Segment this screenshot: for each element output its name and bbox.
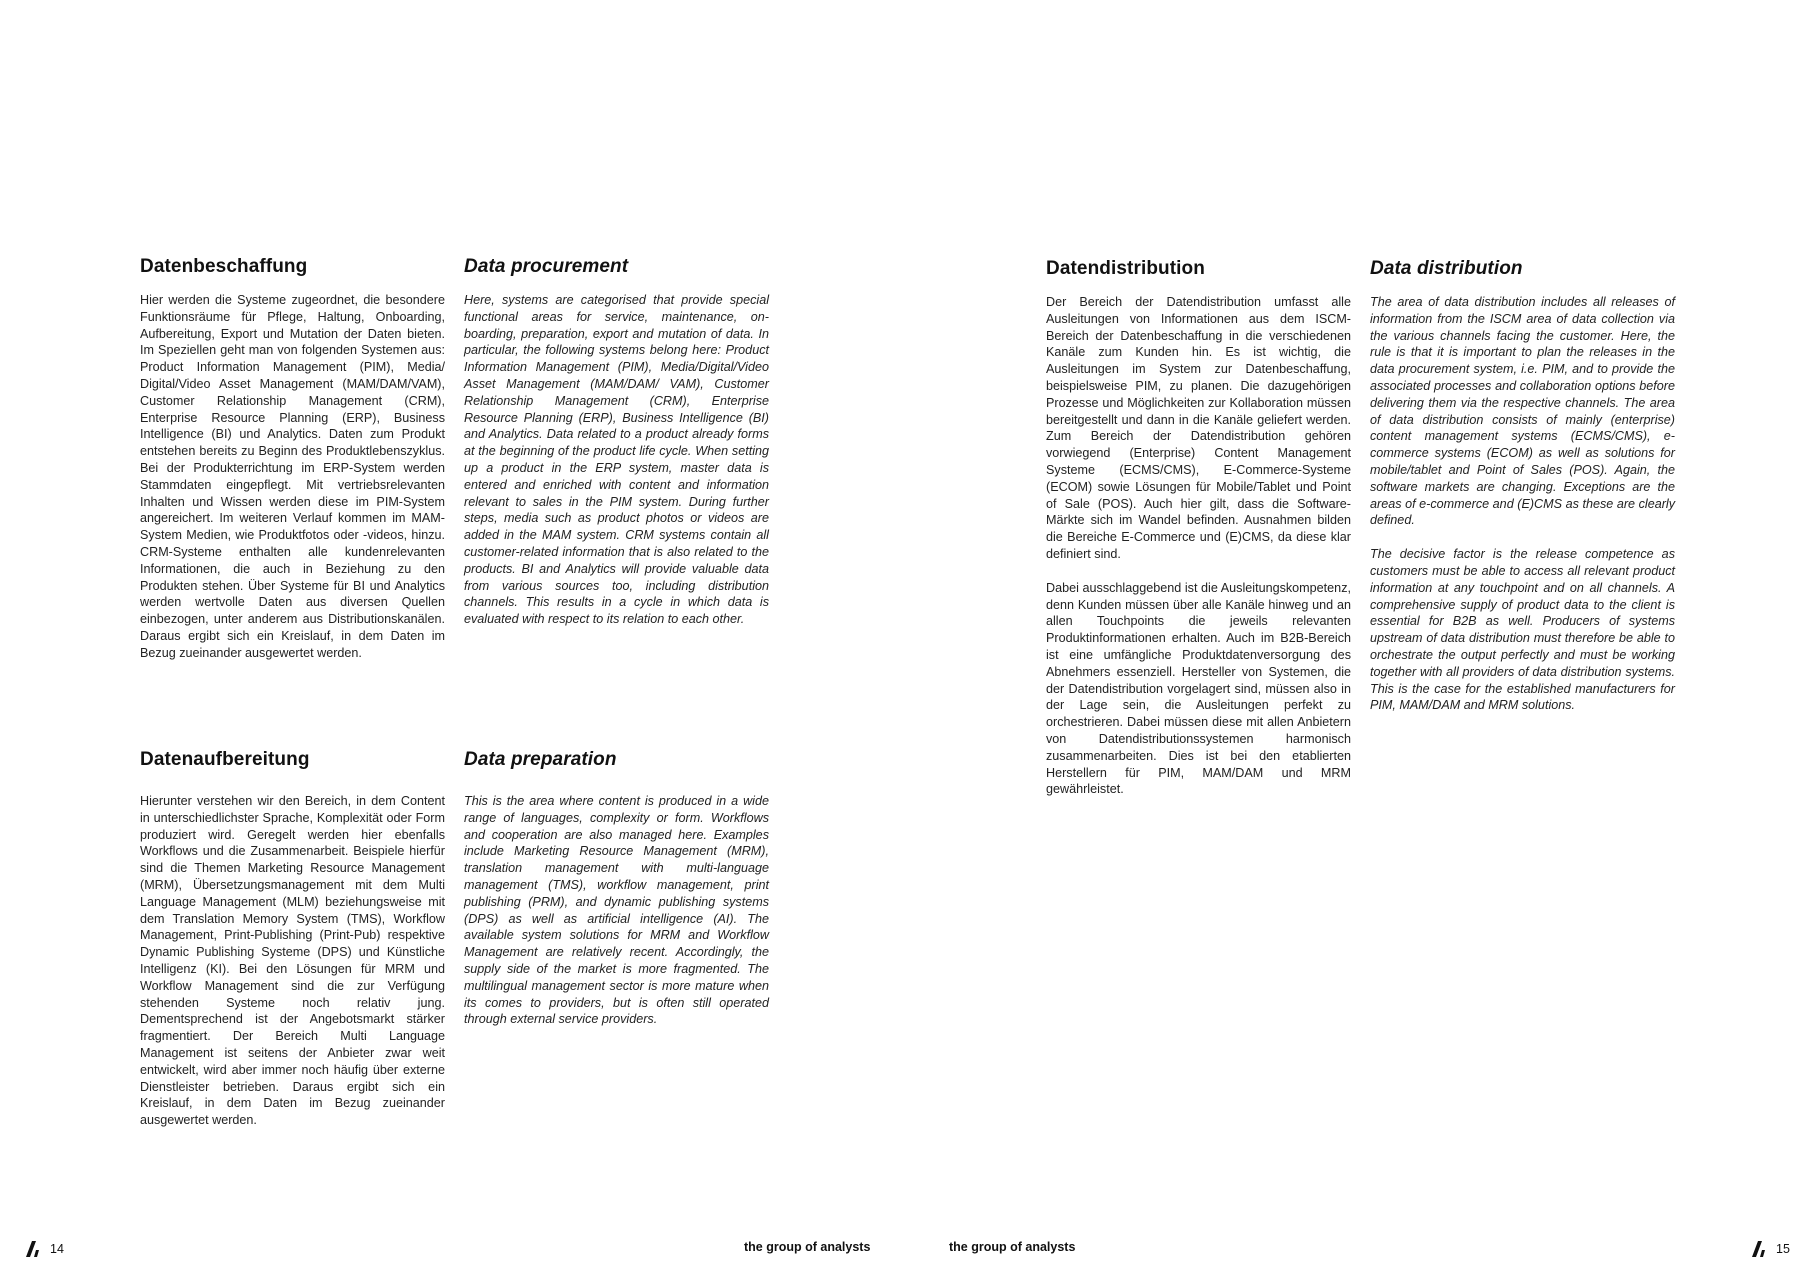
page-number: 14 bbox=[50, 1242, 64, 1256]
section-heading-de: Datenbeschaffung bbox=[140, 256, 308, 277]
page-number: 15 bbox=[1776, 1242, 1790, 1256]
page-number-right bbox=[1752, 1240, 1790, 1258]
section-heading-en: Data preparation bbox=[464, 749, 617, 770]
slash-logo-icon bbox=[26, 1240, 42, 1258]
data-preparation-section bbox=[464, 749, 769, 1045]
section-heading-de: Datenaufbereitung bbox=[140, 749, 310, 770]
section-heading-en: Data procurement bbox=[464, 256, 629, 277]
body-paragraph-de: Hier werden die Systeme zugeordnet, die besondere Funktionsräume für Pflege, Haltung, Onboarding, Aufbereitung, Export und Mutation der Daten bieten. Im Speziellen geht man von folgenden Systemen aus: Product Information Management (PIM), Media/ Digital/Video Asset Management (MAM/DAM/VAM), Customer Relationship Management (CRM), Enterprise Resource Planning (ERP), Business Intelligence (BI) und Analytics. Daten zum Produkt entstehen bereits zu Beginn des Produktlebenszyklus. Bei der Produkterrichtung im ERP-System werden Stammdaten eingepflegt. Mit vertriebsrelevanten Inhalten und Wissen werden diese im PIM-System angereichert. Im weiteren Verlauf kommen im MAM-System Medien, wie Produktfotos oder -videos, hinzu. CRM-Systeme enthalten alle kundenrelevanten Informationen, die auch in Beziehung zu den Produkten stehen. Über Systeme für BI und Analytics werden wertvolle Daten aus diversen Quellen einbezogen, unter anderem aus Distributionskanälen. Daraus ergibt sich ein Kreislauf, in dem Daten im Bezug zueinander ausgewertet werden. bbox=[140, 293, 445, 660]
body-paragraph-en: This is the area where content is produced in a wide range of languages, complexity or form. Workflows and cooperation are also managed here. Examples include Marketing Resource Management (MRM), translation management with multi-language management (TMS), workflow management, print publishing (PRM), and dynamic publishing systems (DPS) as well as artificial intelligence (AI). The available system solutions for MRM and Workflow Management are relatively recent. Accordingly, the supply side of the market is more fragmented. The multilingual management sector is more mature when its comes to providers, but is often still operated through external service providers. bbox=[464, 794, 769, 1027]
body-paragraph-de: Hierunter verstehen wir den Bereich, in dem Content in unterschiedlichster Sprache, Komplexität oder Form produziert wird. Geregelt werden hier ebenfalls Workflows und die Zusammenarbeit. Beispiele hierfür sind die Themen Marketing Resource Management (MRM), Übersetzungsmanagement mit dem Multi Language Management (MLM) beziehungsweise mit dem Translation Memory System (TMS), Workflow Management, Print-Publishing (Print-Pub) respektive Dynamic Publishing Systeme (DPS) und Künstliche Intelligenz (KI). Bei den Lösungen für MRM und Workflow Management sind die zur Verfügung stehenden Systeme noch relativ jung. Dementsprechend ist der Angebotsmarkt stärker fragmentiert. Der Bereich Multi Language Management ist seitens der Anbieter zwar weit entwickelt, wird aber immer noch häufig über externe Dienstleister betrieben. Daraus ergibt sich ein Kreislauf, in dem Daten im Bezug zueinander ausgewertet werden. bbox=[140, 794, 445, 1128]
section-heading-de: Datendistribution bbox=[1046, 258, 1205, 279]
page-number-left bbox=[26, 1240, 64, 1258]
datendistribution-section bbox=[1046, 258, 1351, 815]
footer-brand-left: the group of analysts bbox=[744, 1240, 871, 1254]
body-paragraph-en: The area of data distribution includes all releases of information from the ISCM area of data collection via the various channels facing the customer. Here, the rule is that it is important to plan the releases in the data procurement system, i.e. PIM, and to provide the associated processes and collaboration options before delivering them via the respective channels. The area of data distribution consists of mainly (enterprise) content management systems (ECMS/CMS), e-commerce systems (ECOM) as well as solutions for mobile/tablet and Point of Sales (POS). Again, the software markets are changing. Exceptions are the areas of e-commerce and (E)CMS as these are clearly defined. bbox=[1370, 295, 1675, 528]
footer-brand-right: the group of analysts bbox=[949, 1240, 1076, 1254]
section-heading-en: Data distribution bbox=[1370, 258, 1523, 279]
data-procurement-section bbox=[464, 256, 769, 645]
body-paragraph-de: Dabei ausschlaggebend ist die Ausleitungskompetenz, denn Kunden müssen über alle Kanäle hinweg und an allen Touchpoints die jeweils relevanten Produktinformationen erhalten. Auch im B2B-Bereich ist eine umfängliche Produktdatenversorgung des Abnehmers essenziell. Hersteller von Systemen, die der Datendistribution vorgelagert sind, müssen also in der Lage sein, die Ausleitungen perfekt zu orchestrieren. Dabei müssen diese mit allen Anbietern von Datendistributionssystemen harmonisch zusammenarbeiten. Dies ist bei den etablierten Herstellern für PIM, MAM/DAM und MRM gewährleistet. bbox=[1046, 580, 1351, 797]
datenaufbereitung-section bbox=[140, 749, 445, 1146]
data-distribution-section bbox=[1370, 258, 1675, 731]
right-page bbox=[900, 0, 1800, 1272]
slash-logo-icon bbox=[1752, 1240, 1768, 1258]
body-paragraph-en: Here, systems are categorised that provide special functional areas for service, maintenance, on-boarding, preparation, export and mutation of data. In particular, the following systems belong here: Product Information Management (PIM), Media/Digital/Video Asset Management (MAM/DAM/ VAM), Customer Relationship Management (CRM), Enterprise Resource Planning (ERP), Business Intelligence (BI) and Analytics. Data related to a product already forms at the beginning of the product life cycle. When setting up a product in the ERP system, master data is entered and enriched with content and information relevant to sales in the PIM system. During further steps, media such as product photos or videos are added in the MAM system. CRM systems contain all customer-related information that is also related to the products. BI and Analytics will provide valuable data from various sources too, including distribution channels. This results in a cycle in which data is evaluated with respect to its relation to each other. bbox=[464, 293, 769, 627]
body-paragraph-de: Der Bereich der Datendistribution umfasst alle Ausleitungen von Informationen aus dem ISCM-Bereich der Datenbeschaffung in die verschiedenen Kanäle zum Kunden hin. Es ist wichtig, die Ausleitungen im System zur Datenbeschaffung, beispielsweise PIM, zu planen. Die dazugehörigen Prozesse und Möglichkeiten zur Kollaboration müssen bereitgestellt und dann in die Kanäle geliefert werden. Zum Bereich der Datendistribution gehören vorwiegend (Enterprise) Content Management Systeme (ECMS/CMS), E-Commerce-Systeme (ECOM) sowie Lösungen für Mobile/Tablet und Point of Sale (POS). Auch hier gilt, dass die Software-Märkte sich im Wandel befinden. Ausnahmen bilden die Bereiche E-Commerce und (E)CMS, da diese klar definiert sind. bbox=[1046, 295, 1351, 561]
body-paragraph-en: The decisive factor is the release competence as customers must be able to access all relevant product information at any touchpoint and on all channels. A comprehensive supply of product data to the client is essential for B2B as well. Producers of systems upstream of data distribution must therefore be able to orchestrate the output perfectly and must be working together with all providers of data distribution systems. This is the case for the established manufacturers for PIM, MAM/DAM and MRM solutions. bbox=[1370, 547, 1675, 713]
datenbeschaffung-section bbox=[140, 256, 445, 679]
